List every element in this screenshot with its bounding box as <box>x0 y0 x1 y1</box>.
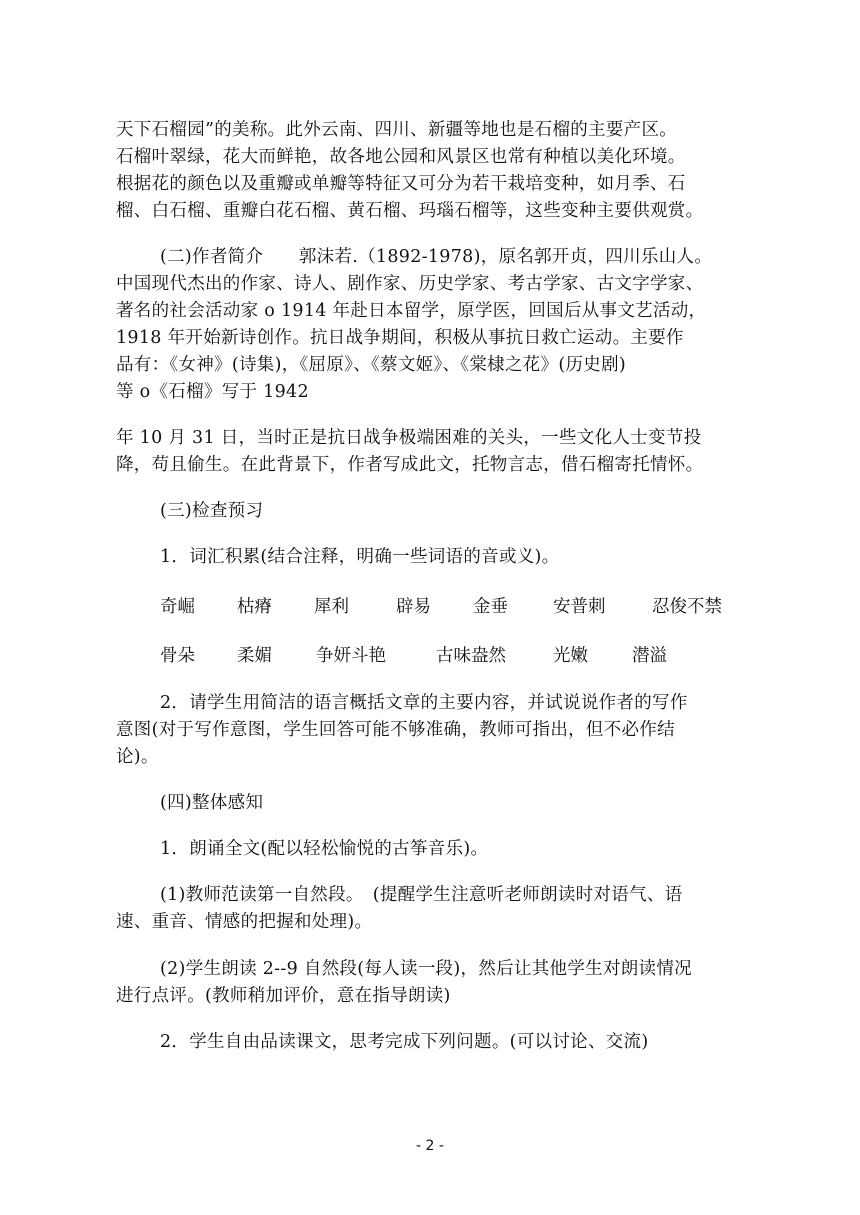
vocab-intro: 1．词汇积累(结合注释，明确一些词语的音或义)。 <box>160 547 560 567</box>
read1-line-2: 速、重音、情感的把握和处理)。 <box>116 912 373 932</box>
background-line-2: 降，苟且偷生。在此背景下，作者写成此文，托物言志，借石榴寄托情怀。 <box>116 455 704 475</box>
intro-line-1: 天下石榴园”的美称。此外云南、四川、新疆等地也是石榴的主要产区。 <box>116 120 678 140</box>
vocab-word: 柔媚 <box>237 646 272 666</box>
task2-line-3: 论)。 <box>116 747 159 767</box>
read1-line-1: (1)教师范读第一自然段。 (提醒学生注意听老师朗读时对语气、语 <box>160 885 683 905</box>
vocab-row-2 <box>160 642 760 669</box>
vocab-word: 金垂 <box>473 597 508 617</box>
vocab-word: 争妍斗艳 <box>316 646 386 666</box>
read2-line-1: (2)学生朗读 2--9 自然段(每人读一段)，然后让其他学生对朗读情况 <box>160 959 692 979</box>
heading-preview: (三)检查预习 <box>160 501 264 521</box>
vocab-word: 忍俊不禁 <box>652 597 722 617</box>
vocab-word: 骨朵 <box>160 646 195 666</box>
vocab-word: 辟易 <box>396 597 431 617</box>
heading-overall: (四)整体感知 <box>160 793 264 813</box>
vocab-word: 光嫩 <box>553 646 588 666</box>
background-line-1: 年 10 月 31 日，当时正是抗日战争极端困难的关头，一些文化人士变节投 <box>116 428 702 448</box>
author-line-2: 中国现代杰出的作家、诗人、剧作家、历史学家、考古学家、古文字学家、 <box>116 274 704 294</box>
author-line-6: 等 o《石榴》写于 1942 <box>116 382 309 402</box>
page-number: - 2 - <box>416 1138 444 1154</box>
vocab-word: 犀利 <box>314 597 349 617</box>
vocab-word: 安普刺 <box>553 597 606 617</box>
vocab-word: 奇崛 <box>160 597 195 617</box>
author-line-1: (二)作者简介 郭沫若.（1892-1978)，原名郭开贞，四川乐山人。 <box>160 247 713 267</box>
vocab-word: 潜溢 <box>632 646 667 666</box>
intro-line-4: 榴、白石榴、重瓣白花石榴、黄石榴、玛瑙石榴等，这些变种主要供观赏。 <box>116 201 704 221</box>
task2-line-1: 2．请学生用简洁的语言概括文章的主要内容，并试说说作者的写作 <box>160 693 688 713</box>
intro-line-3: 根据花的颜色以及重瓣或单瓣等特征又可分为若干栽培变种，如月季、石 <box>116 174 686 194</box>
author-line-4: 1918 年开始新诗创作。抗日战争期间，积极从事抗日救亡运动。主要作 <box>116 328 684 348</box>
author-line-5: 品有：《女神》(诗集)，《屈原》、《蔡文姬》、《棠棣之花》(历史剧) <box>116 355 627 375</box>
read2-line-2: 进行点评。(教师稍加评价，意在指导朗读) <box>116 986 451 1006</box>
author-line-3: 著名的社会活动家 o 1914 年赴日本留学，原学医，回国后从事文艺活动， <box>116 301 707 321</box>
vocab-row-1 <box>160 593 760 620</box>
task2-line-2: 意图(对于写作意图，学生回答可能不够准确，教师可指出，但不必作结 <box>116 720 675 740</box>
read-intro: 1．朗诵全文(配以轻松愉悦的古筝音乐)。 <box>160 839 489 859</box>
intro-line-2: 石榴叶翠绿，花大而鲜艳，故各地公园和风景区也常有种植以美化环境。 <box>116 147 686 167</box>
vocab-word: 枯瘠 <box>237 597 272 617</box>
vocab-word: 古味盎然 <box>436 646 506 666</box>
task-discuss: 2．学生自由品读课文，思考完成下列问题。(可以讨论、交流) <box>160 1032 649 1052</box>
